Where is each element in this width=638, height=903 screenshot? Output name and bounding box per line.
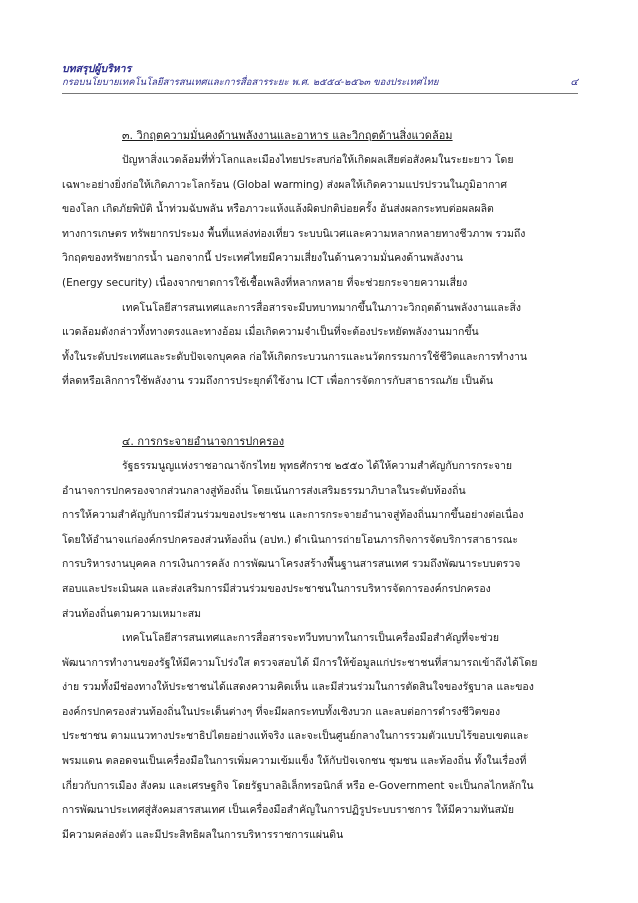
text-line: เกี่ยวกับการเมือง สังคม และเศรษฐกิจ โดยรัฐบาลอิเล็กทรอนิกส์ หรือ e-Government จะเป็นกลไกหลักใน bbox=[62, 779, 534, 792]
header-title: บทสรุปผู้บริหาร bbox=[62, 63, 132, 75]
paragraph bbox=[62, 626, 582, 847]
text-line: ที่ลดหรือเลิกการใช้พลังงาน รวมถึงการประยุกต์ใช้งาน ICT เพื่อการจัดการกับสาธารณภัย เป็นต้น bbox=[62, 375, 494, 388]
text-line: องค์กรปกครองส่วนท้องถิ่นในประเด็นต่างๆ ที่จะมีผลกระทบทั้งเชิงบวก และลบต่อการดำรงชีวิตของ bbox=[62, 705, 501, 718]
page-header bbox=[62, 62, 578, 94]
section-heading-4: ๔. การกระจายอำนาจการปกครอง bbox=[122, 434, 285, 448]
text-line: (Energy security) เนื่องจากขาดการใช้เชื้อเพลิงที่หลากหลาย ที่จะช่วยกระจายความเสี่ยง bbox=[62, 276, 468, 289]
text-line: ประชาชน ตามแนวทางประชาธิปไตยอย่างแท้จริง และจะเป็นศูนย์กลางในการรวมตัวแบบไร้ขอบเขตและ bbox=[62, 730, 529, 743]
text-line: ของโลก เกิดภัยพิบัติ น้ำท่วมฉับพลัน หรือภาวะแห้งแล้งผิดปกติบ่อยครั้ง อันส่งผลกระทบต่อผลผลิต bbox=[62, 203, 494, 216]
paragraph bbox=[62, 454, 582, 626]
text-line: เทคโนโลยีสารสนเทศและการสื่อสารจะทวีบทบาทในการเป็นเครื่องมือสำคัญที่จะช่วย bbox=[122, 632, 500, 645]
paragraph bbox=[62, 148, 582, 296]
text-line: เฉพาะอย่างยิ่งก่อให้เกิดภาวะโลกร้อน (Global warming) ส่งผลให้เกิดความแปรปรวนในภูมิอากาศ bbox=[62, 178, 508, 191]
text-line: การบริหารงานบุคคล การเงินการคลัง การพัฒนาโครงสร้างพื้นฐานสารสนเทศ รวมถึงพัฒนาระบบตรวจ bbox=[62, 558, 521, 571]
text-line: ส่วนท้องถิ่นตามความเหมาะสม bbox=[62, 607, 202, 620]
text-line: มีความคล่องตัว และมีประสิทธิผลในการบริหารราชการแผ่นดิน bbox=[62, 828, 344, 841]
text-line: เทคโนโลยีสารสนเทศและการสื่อสารจะมีบทบาทมากขึ้นในภาวะวิกฤตด้านพลังงานและสิ่ง bbox=[122, 301, 522, 314]
text-line: สอบและประเมินผล และส่งเสริมการมีส่วนร่วมของประชาชนในการบริหารจัดการองค์กรปกครอง bbox=[62, 582, 491, 595]
text-line: รัฐธรรมนูญแห่งราชอาณาจักรไทย พุทธศักราช ๒๕๕๐ ได้ให้ความสำคัญกับการกระจาย bbox=[122, 459, 513, 472]
text-line: อำนาจการปกครองจากส่วนกลางสู่ท้องถิ่น โดยเน้นการส่งเสริมธรรมาภิบาลในระดับท้องถิ่น bbox=[62, 484, 466, 497]
text-line: ทั้งในระดับประเทศและระดับปัจเจกบุคคล ก่อให้เกิดกระบวนการและนวัตกรรมการใช้ชีวิตและการทำงาน bbox=[62, 350, 528, 363]
text-line: แวดล้อมดังกล่าวทั้งทางตรงและทางอ้อม เมื่อเกิดความจำเป็นที่จะต้องประหยัดพลังงานมากขึ้น bbox=[62, 326, 479, 339]
text-line: วิกฤตของทรัพยากรน้ำ นอกจากนี้ ประเทศไทยมีความเสี่ยงในด้านความมั่นคงด้านพลังงาน bbox=[62, 252, 463, 265]
text-line: โดยให้อำนาจแก่องค์กรปกครองส่วนท้องถิ่น (อปท.) ดำเนินการถ่ายโอนภารกิจการจัดบริการสาธารณะ bbox=[62, 533, 518, 546]
section-heading-3: ๓. วิกฤตความมั่นคงด้านพลังงานและอาหาร และวิกฤตด้านสิ่งแวดล้อม bbox=[122, 129, 453, 142]
header-row bbox=[62, 76, 578, 90]
text-line: ปัญหาสิ่งแวดล้อมที่ทั่วโลกและเมืองไทยประสบก่อให้เกิดผลเสียต่อสังคมในระยะยาว โดย bbox=[122, 154, 514, 166]
paragraph bbox=[62, 296, 582, 394]
text-line: การพัฒนาประเทศสู่สังคมสารสนเทศ เป็นเครื่องมือสำคัญในการปฏิรูประบบราชการ ให้มีความทันสมัย bbox=[62, 804, 515, 817]
document-body bbox=[62, 128, 582, 847]
text-line: ง่าย รวมทั้งมีช่องทางให้ประชาชนได้แสดงความคิดเห็น และมีส่วนร่วมในการตัดสินใจของรัฐบาล และของ bbox=[62, 681, 534, 694]
text-line: พรมแดน ตลอดจนเป็นเครื่องมือในการเพิ่มความเข้มแข็ง ให้กับปัจเจกชน ชุมชน และท้องถิ่น ทั้งในเรื่องที่ bbox=[62, 755, 527, 768]
header-subtitle: กรอบนโยบายเทคโนโลยีสารสนเทศและการสื่อสารระยะ พ.ศ. ๒๕๕๔-๒๕๖๓ ของประเทศไทย bbox=[62, 77, 439, 88]
page-number: ๔ bbox=[570, 77, 578, 88]
header-divider bbox=[62, 93, 578, 94]
text-line: ทางการเกษตร ทรัพยากรประมง พื้นที่แหล่งท่องเที่ยว ระบบนิเวศและความหลากหลายทางชีวภาพ รวมถึง bbox=[62, 227, 526, 240]
text-line: การให้ความสำคัญกับการมีส่วนร่วมของประชาชน และการกระจายอำนาจสู่ท้องถิ่นมากขึ้นอย่างต่อเนื่อง bbox=[62, 509, 524, 522]
text-line: พัฒนาการทำงานของรัฐให้มีความโปร่งใส ตรวจสอบได้ มีการให้ข้อมูลแก่ประชาชนที่สามารถเข้าถึงได้โดย bbox=[62, 656, 538, 669]
